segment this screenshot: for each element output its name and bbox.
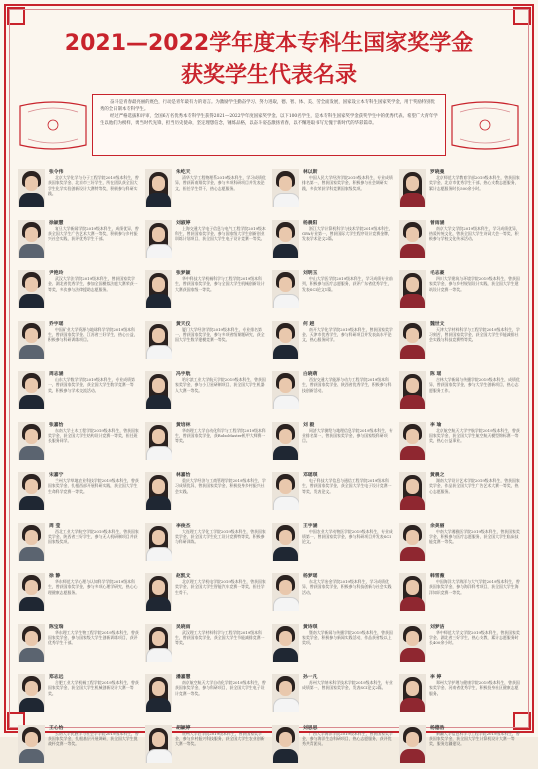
- student-card: [397, 419, 522, 467]
- student-photo: [145, 725, 172, 763]
- student-name: 李 瑜: [430, 421, 441, 428]
- student-description: 中南大学湘雅医学院2019级本科生，曾获国家奖学金，积极参与医疗志愿服务，获全国大学生临床技能竞赛一等奖。: [429, 529, 521, 565]
- student-name: 刘明玉: [303, 269, 317, 276]
- student-photo: [18, 169, 45, 207]
- student-name: 刘淑婷: [176, 219, 190, 226]
- student-card: [270, 570, 395, 618]
- student-description: 南京大学文学院2019级本科生，学习成绩优异，热爱传统文化，曾获全国大学生诗词大会一等奖，积极参与学校文化传承活动。: [429, 226, 521, 262]
- student-card: [270, 722, 395, 769]
- student-card: [270, 520, 395, 568]
- student-description: 四川大学建筑与环境学院2019级本科生，曾获国家奖学金，参与乡村规划设计实践，获全国大学生建筑设计竞赛一等奖。: [429, 276, 521, 312]
- student-photo: [18, 270, 45, 308]
- student-card: [143, 217, 268, 265]
- student-name: 黄天仪: [176, 320, 190, 327]
- student-description: 湖南大学设计艺术学院2019级本科生，曾获国家奖学金，作品获全国大学生广告艺术大赛一等奖，热心志愿服务。: [429, 478, 521, 514]
- student-description: 清华大学工程物理系2019级本科生，学习成绩优异，曾获蒋南翔奖学金，参与多项科研项目并发表论文，担任学生骨干，热心志愿服务。: [175, 175, 267, 211]
- student-card: [397, 469, 522, 517]
- student-name: 白晓萌: [303, 370, 317, 377]
- student-photo: [145, 220, 172, 258]
- student-name: 乔宇瑶: [49, 320, 63, 327]
- student-photo: [145, 523, 172, 561]
- ribbon-ornament-left: [18, 98, 88, 153]
- student-card: [143, 520, 268, 568]
- student-card: [270, 621, 395, 669]
- student-card: [143, 469, 268, 517]
- student-photo: [272, 523, 299, 561]
- student-description: 中国农业大学动物医学院2019级本科生，专业成绩第一，曾获国家奖学金，参与科研项目并发表SCI论文。: [302, 529, 394, 565]
- student-name: 李俊杰: [176, 522, 190, 529]
- poster-title-line2: 获奖学生代表名录: [0, 58, 538, 89]
- student-card: [143, 621, 268, 669]
- student-name: 毛志豪: [430, 269, 444, 276]
- student-name: 黄晨之: [430, 471, 444, 478]
- student-description: 贵州大学农学院2019级本科生，曾获国家奖学金，参与乡村振兴科技服务，获全国大学生农业创新大赛一等奖。: [175, 731, 267, 767]
- student-card: [270, 318, 395, 366]
- student-description: 南开大学化学学院2019级本科生，曾获国家奖学金、天津市优秀学生，参与科研项目并发表高水平论文，热心服务同学。: [302, 327, 394, 363]
- student-name: 张令伟: [49, 168, 63, 175]
- student-card: [397, 368, 522, 416]
- student-card: [397, 722, 522, 769]
- student-name: 张嘉怡: [49, 421, 63, 428]
- intro-paragraph: 经过严格选拔和评审，全国6万名优秀本专科学生获得2021—2022学年度国家奖学金。以下100名学生，是本专科生国家奖学金获奖学生中的优秀代表。希望广大青年学生以他们为榜样，勇当时代先锋，担当历史使命，坚定理想信念，锤炼品格，以奋斗姿态激扬青春，以不懈进取书写无愧于新时代的华彩篇章。: [100, 113, 438, 127]
- student-photo: [272, 573, 299, 611]
- student-card: [143, 419, 268, 467]
- student-photo: [272, 371, 299, 409]
- student-photo: [18, 523, 45, 561]
- student-name: 林以斯: [303, 168, 317, 175]
- student-card: [16, 621, 141, 669]
- student-card: [397, 166, 522, 214]
- intro-box: [92, 94, 446, 156]
- student-description: 中国海洋大学海洋与大气学院2019级本科生，曾获国家奖学金，参与海洋科考项目，获全国大学生海洋知识竞赛一等奖。: [429, 579, 521, 615]
- student-photo: [18, 371, 45, 409]
- student-name: 杨梦瑶: [303, 572, 317, 579]
- student-description: 南京航空航天大学自动化学院2019级本科生，曾获国家奖学金，参与科研项目，获全国大学生电子设计竞赛一等奖。: [175, 680, 267, 716]
- student-photo: [145, 573, 172, 611]
- student-card: [270, 671, 395, 719]
- poster-title-line1: 2021—2022学年度本专科生国家奖学金: [0, 26, 538, 57]
- student-description: 同济大学测绘与地理信息学院2019级本科生，专业排名第一，曾获国家奖学金，参与国家级科研项目。: [302, 428, 394, 464]
- student-description: 中国人民大学经济学院2019级本科生，专业成绩排名第一，曾获国家奖学金，积极参与社会调研实践，多次荣获学科竞赛国家级奖项。: [302, 175, 394, 211]
- student-description: 中国矿业大学资源与地球科学学院2019级本科生，曾获国家奖学金、江苏省三好学生，热心公益，积极参与科研训练项目。: [48, 327, 140, 363]
- student-photo: [399, 169, 426, 207]
- student-photo: [18, 674, 45, 712]
- student-name: 杨德浩: [430, 724, 444, 731]
- student-photo: [399, 674, 426, 712]
- student-name: 周志涵: [49, 370, 63, 377]
- student-card: [143, 570, 268, 618]
- student-photo: [399, 472, 426, 510]
- student-description: 吉林大学新闻与传播学院2019级本科生，成绩优异，曾获国家奖学金，参与大学生创新项目，热心志愿服务工作。: [429, 377, 521, 413]
- student-description: 西北工业大学航空学院2019级本科生，曾获国家奖学金、陕西省三好学生，参与无人机研制项目并获国家级奖项。: [48, 529, 140, 565]
- student-name: 周 莹: [49, 522, 60, 529]
- student-description: 华南理工大学自动化科学与工程学院2019级本科生，曾获国家奖学金，获RoboMaster机甲大师赛一等奖。: [175, 428, 267, 464]
- student-name: 李 婷: [430, 673, 441, 680]
- student-name: 潘嘉慧: [176, 673, 190, 680]
- student-description: 重庆大学经济与工商管理学院2019级本科生，学习成绩优异，曾获国家奖学金，积极投身乡村振兴社会实践。: [175, 478, 267, 514]
- student-name: 杨晨阳: [303, 219, 317, 226]
- student-description: 西安交通大学能源与动力工程学院2019级本科生，曾获国家奖学金、陕西省优秀学生，积极参与科技创新活动。: [302, 377, 394, 413]
- student-photo: [145, 472, 172, 510]
- student-description: 复旦大学新闻学院2019级本科生，成绩优异，曾获全国大学生广告艺术大赛一等奖，积极参与乡村振兴社会实践，获评优秀学生干部。: [48, 226, 140, 262]
- student-card: [16, 419, 141, 467]
- student-card: [143, 318, 268, 366]
- student-description: 浙江大学计算机科学与技术学院2019级本科生，GPA专业第一，曾获国际大学生程序设计竞赛金牌，发表学术论文2篇。: [302, 226, 394, 262]
- student-name: 黄诗琪: [303, 623, 317, 630]
- student-photo: [399, 270, 426, 308]
- student-name: 王心怡: [49, 724, 63, 731]
- student-name: 曾雨涵: [430, 219, 444, 226]
- student-description: 华东理工大学生物工程学院2019级本科生，曾获国家奖学金，参与国家级大学生创新训练项目，获评优秀学生干部。: [48, 630, 140, 666]
- student-card: [143, 722, 268, 769]
- student-card: [270, 368, 395, 416]
- student-card: [397, 621, 522, 669]
- student-description: 北京航空航天大学宇航学院2019级本科生，曾获国家奖学金，获全国大学生航空航天模型锦标赛一等奖，热心公益事业。: [429, 428, 521, 464]
- student-card: [270, 469, 395, 517]
- student-name: 余美丽: [430, 522, 444, 529]
- student-photo: [399, 220, 426, 258]
- student-photo: [399, 573, 426, 611]
- student-description: 山东大学数学学院2019级本科生，专业成绩第一，曾获国家奖学金，获全国大学生数学竞赛一等奖，积极参与学术交流活动。: [48, 377, 140, 413]
- student-photo: [399, 523, 426, 561]
- student-description: 云南大学民族学与社会学学院2019级本科生，曾获国家奖学金，扎根基层开展调研，获全国大学生挑战杯竞赛一等奖。: [48, 731, 140, 767]
- ribbon-ornament-right: [450, 98, 520, 153]
- student-description: 华东师范大学心理与认知科学学院2019级本科生，曾获国家奖学金，参与多项心理学研究，热心心理健康志愿服务。: [48, 579, 140, 615]
- student-card: [143, 368, 268, 416]
- student-card: [397, 318, 522, 366]
- student-photo: [272, 422, 299, 460]
- student-description: 大连理工大学化工学院2019级本科生，曾获国家奖学金，获全国大学生化工设计竞赛特等奖，积极参与科研训练。: [175, 529, 267, 565]
- student-photo: [272, 472, 299, 510]
- student-name: 邓瑶琪: [303, 471, 317, 478]
- student-description: 合肥工业大学机械工程学院2019级本科生，曾获国家奖学金，获全国大学生机械创新设计大赛一等奖。: [48, 680, 140, 716]
- student-photo: [399, 725, 426, 763]
- student-name: 孙一凡: [303, 673, 317, 680]
- intro-paragraph: 奋斗是青春最亮丽的底色，行动是青年最有力的语言。为激励学生勤奋学习、努力进取，德、智、体、美、劳全面发展，国家设立本专科生国家奖学金，用于奖励特别优秀的全日制本专科学生。: [100, 99, 438, 113]
- student-name: 魏世文: [430, 320, 444, 327]
- student-card: [397, 570, 522, 618]
- student-grid: [16, 166, 522, 769]
- student-name: 王宇涵: [303, 522, 317, 529]
- student-description: 北京师范大学教育学部2019级本科生，曾获国家奖学金、北京市优秀学生干部，热心支教志愿服务，累计志愿服务时长500余小时。: [429, 175, 521, 211]
- student-name: 徐颖慧: [49, 219, 63, 226]
- student-card: [16, 570, 141, 618]
- student-name: 宋嘉宁: [49, 471, 63, 478]
- student-card: [143, 671, 268, 719]
- student-photo: [272, 674, 299, 712]
- student-photo: [399, 624, 426, 662]
- student-photo: [272, 220, 299, 258]
- student-description: 电子科技大学信息与通信工程学院2019级本科生，曾获国家奖学金，获全国大学生电子设计竞赛一等奖，发表论文。: [302, 478, 394, 514]
- student-card: [16, 217, 141, 265]
- student-card: [397, 217, 522, 265]
- student-description: 哈尔滨工业大学航天学院2019级本科生，曾获国家奖学金，参与小卫星研制项目，获全国大学生机器人大赛一等奖。: [175, 377, 267, 413]
- student-photo: [145, 422, 172, 460]
- student-description: 武汉理工大学材料科学与工程学院2019级本科生，曾获国家奖学金，获全国大学生节能减排竞赛一等奖。: [175, 630, 267, 666]
- student-card: [143, 267, 268, 315]
- student-photo: [145, 169, 172, 207]
- student-description: 兰州大学草地农业科技学院2019级本科生，曾获国家奖学金，扎根西部开展科研实践，获全国大学生生命科学竞赛一等奖。: [48, 478, 140, 514]
- student-name: 刘思思: [303, 724, 317, 731]
- student-photo: [145, 674, 172, 712]
- student-name: 冯宇航: [176, 370, 190, 377]
- student-photo: [399, 321, 426, 359]
- student-photo: [18, 321, 45, 359]
- student-name: 刘梦洁: [430, 623, 444, 630]
- student-photo: [399, 422, 426, 460]
- student-card: [270, 217, 395, 265]
- student-name: 张梦颖: [176, 269, 190, 276]
- student-name: 尹艳玲: [49, 269, 63, 276]
- student-description: 华中科技大学机械科学与工程学院2019级本科生，曾获国家奖学金，参与全国大学生机械创新设计大赛获国家级一等奖。: [175, 276, 267, 312]
- student-name: 陈 瑶: [430, 370, 441, 377]
- student-card: [270, 267, 395, 315]
- student-name: 罗晓曼: [430, 168, 444, 175]
- student-description: 新疆大学信息科学与工程学院2019级本科生，曾获国家奖学金，获全国大学生计算机设计大赛一等奖，服务边疆建设。: [429, 731, 521, 767]
- student-name: 林嘉怡: [176, 471, 190, 478]
- student-card: [16, 469, 141, 517]
- student-card: [397, 520, 522, 568]
- student-name: 赵凯文: [176, 572, 190, 579]
- student-description: 苏州大学纳米科学技术学院2019级本科生，专业成绩第一，曾获国家奖学金，发表SCI论文2篇。: [302, 680, 394, 716]
- student-description: 武汉大学法学院2019级本科生，曾获国家奖学金、湖北省优秀学生，参加全国模拟法庭大赛荣获一等奖，多次参与法律援助志愿服务。: [48, 276, 140, 312]
- student-photo: [272, 169, 299, 207]
- student-photo: [145, 321, 172, 359]
- student-name: 吴晓雨: [176, 623, 190, 630]
- student-name: 何 越: [303, 320, 314, 327]
- student-card: [143, 166, 268, 214]
- student-photo: [272, 624, 299, 662]
- student-photo: [272, 270, 299, 308]
- student-description: 北京理工大学机电学院2019级本科生，曾获国家奖学金，获全国大学生智能汽车竞赛一等奖，担任学生骨干。: [175, 579, 267, 615]
- student-card: [16, 267, 141, 315]
- student-description: 中山大学医学院2019级本科生，学习成绩专业前列，积极参与医疗志愿服务，获评广东省优秀学生，发表SCI论文1篇。: [302, 276, 394, 312]
- student-photo: [145, 624, 172, 662]
- student-description: 华中师范大学文学院2019级本科生，曾获国家奖学金、湖北省三好学生，热心支教，累计志愿服务时长400余小时。: [429, 630, 521, 666]
- student-card: [270, 166, 395, 214]
- student-photo: [272, 725, 299, 763]
- student-card: [270, 419, 395, 467]
- student-description: 暨南大学新闻与传播学院2019级本科生，曾获国家奖学金，积极参与新闻实践活动，作品获省级以上奖项。: [302, 630, 394, 666]
- student-description: 北京大学化学与分子工程学院2019级本科生，曾获国家奖学金、北京市三好学生，所在团队获全国大学生化学实验创新设计大赛特等奖，积极参与科研实践。: [48, 175, 140, 211]
- student-card: [16, 671, 141, 719]
- student-photo: [18, 725, 45, 763]
- student-photo: [145, 270, 172, 308]
- student-photo: [18, 422, 45, 460]
- student-photo: [18, 472, 45, 510]
- student-name: 郑志远: [49, 673, 63, 680]
- student-name: 胡颖婷: [176, 724, 190, 731]
- student-card: [16, 318, 141, 366]
- student-card: [397, 267, 522, 315]
- student-description: 上海交通大学电子信息与电气工程学院2019级本科生，曾获国家奖学金，参与国家级大学生创新创业训练计划项目，获全国大学生电子设计竞赛一等奖。: [175, 226, 267, 262]
- student-card: [16, 722, 141, 769]
- student-photo: [18, 573, 45, 611]
- student-description: 厦门大学经济学院2019级本科生，专业排名第一，曾获国家奖学金，参与多项省级课题研究，获全国大学生数学建模竞赛一等奖。: [175, 327, 267, 363]
- student-photo: [272, 321, 299, 359]
- student-description: 郑州大学护理与健康学院2019级本科生，曾获国家奖学金、河南省优秀学生，积极投身社区健康志愿服务。: [429, 680, 521, 716]
- student-name: 黄培林: [176, 421, 190, 428]
- student-card: [16, 520, 141, 568]
- student-description: 东南大学土木工程学院2019级本科生，曾获国家奖学金，获全国大学生结构设计竞赛一等奖，担任班长服务同学。: [48, 428, 140, 464]
- student-name: 朱屹天: [176, 168, 190, 175]
- student-photo: [18, 220, 45, 258]
- student-card: [16, 368, 141, 416]
- student-photo: [399, 371, 426, 409]
- student-name: 刘 毅: [303, 421, 314, 428]
- student-name: 徐 静: [49, 572, 60, 579]
- student-name: 韩雪薇: [430, 572, 444, 579]
- student-card: [16, 166, 141, 214]
- student-name: 陈宝瑞: [49, 623, 63, 630]
- student-description: 东北大学冶金学院2019级本科生，学习成绩优异，曾获国家奖学金，积极参与科技创新与社会实践活动。: [302, 579, 394, 615]
- student-photo: [18, 624, 45, 662]
- student-description: 广西大学海洋学院2019级本科生，曾获国家奖学金，参与海洋生态科研项目，热心志愿服务，获评优秀共青团员。: [302, 731, 394, 767]
- student-photo: [145, 371, 172, 409]
- student-card: [397, 671, 522, 719]
- student-description: 天津大学材料科学与工程学院2019级本科生，学习刻苦，曾获国家奖学金，获全国大学生节能减排社会实践与科技竞赛特等奖。: [429, 327, 521, 363]
